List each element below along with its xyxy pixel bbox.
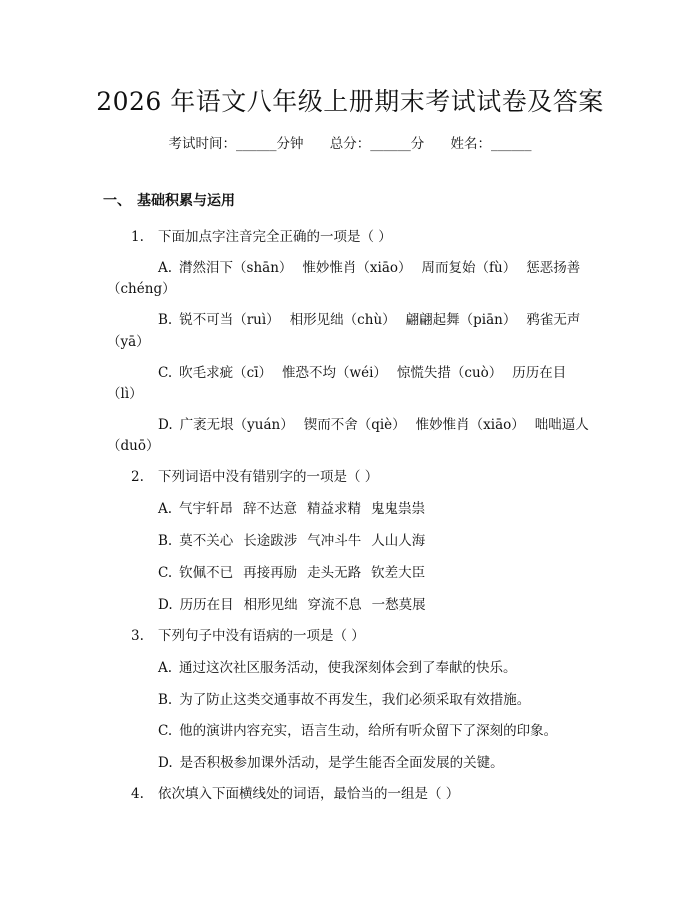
q3-option-d — [158, 751, 504, 771]
q2-option-d — [158, 593, 426, 613]
option-word: 气宇轩昂 — [179, 501, 234, 517]
option-word: 历历在目 — [512, 365, 567, 381]
q1-option-d-wrap: （duō） — [107, 438, 160, 454]
option-word: 周而复始（fù） — [421, 260, 517, 276]
q1-option-a-wrap: （chéng） — [107, 281, 176, 297]
option-word: 惩恶扬善 — [526, 260, 581, 276]
option-word: 吹毛求疵（cī） — [179, 365, 273, 381]
q1-option-b — [158, 308, 580, 328]
total-score-field: 总分：______分 — [329, 136, 425, 152]
q1-option-d — [158, 413, 589, 433]
exam-meta — [0, 132, 700, 152]
q2-option-b — [158, 529, 425, 549]
question-4 — [131, 782, 459, 802]
option-word: 鸦雀无声 — [526, 312, 581, 328]
q1-option-c — [158, 361, 566, 381]
option-word: 翩翩起舞（piān） — [405, 312, 517, 328]
option-text: 他的演讲内容充实，语言生动，给所有听众留下了深刻的印象。 — [179, 723, 558, 739]
q3-option-b — [158, 688, 530, 708]
option-letter: B. — [158, 533, 173, 549]
section-heading — [103, 190, 235, 210]
option-word: 辞不达意 — [243, 501, 298, 517]
option-word: 走头无路 — [307, 565, 362, 581]
option-letter: A. — [158, 260, 173, 276]
option-letter: C. — [158, 365, 173, 381]
question-stem: 依次填入下面横线处的词语，最恰当的一组是（ ） — [158, 786, 460, 802]
option-letter: D. — [158, 597, 173, 613]
exam-time-field: 考试时间：______分钟 — [168, 136, 304, 152]
section-title: 基础积累与运用 — [137, 193, 235, 209]
question-number: 3. — [131, 628, 144, 644]
option-word: 精益求精 — [307, 501, 362, 517]
option-word: 惟恐不均（wéi） — [282, 365, 387, 381]
q1-option-b-wrap: （yā） — [107, 334, 150, 350]
option-word: 相形见绌 — [243, 597, 298, 613]
q1-option-a — [158, 256, 580, 276]
page-title: 2026 年语文八年级上册期末考试试卷及答案 — [96, 87, 604, 116]
option-word: 潸然泪下（shān） — [179, 260, 293, 276]
option-text: 是否积极参加课外活动，是学生能否全面发展的关键。 — [179, 755, 504, 771]
question-number: 2. — [131, 469, 144, 485]
option-word: 鬼鬼祟祟 — [371, 501, 426, 517]
question-3 — [131, 624, 365, 644]
question-stem: 下列句子中没有语病的一项是（ ） — [158, 628, 365, 644]
option-word: 气冲斗牛 — [307, 533, 362, 549]
option-word: 惟妙惟肖（xiāo） — [302, 260, 412, 276]
option-letter: D. — [158, 755, 173, 771]
question-number: 4. — [131, 786, 144, 802]
option-letter: B. — [158, 312, 173, 328]
option-word: 一愁莫展 — [371, 597, 426, 613]
option-word: 广袤无垠（yuán） — [179, 417, 294, 433]
option-word: 历历在目 — [179, 597, 234, 613]
q1-option-c-wrap: （lì） — [107, 386, 143, 402]
option-letter: A. — [158, 660, 173, 676]
option-letter: C. — [158, 565, 173, 581]
option-letter: B. — [158, 692, 173, 708]
option-letter: D. — [158, 417, 173, 433]
option-word: 人山人海 — [371, 533, 426, 549]
question-stem: 下列词语中没有错别字的一项是（ ） — [158, 469, 379, 485]
option-text: 通过这次社区服务活动，使我深刻体会到了奉献的快乐。 — [179, 660, 517, 676]
q2-option-c — [158, 561, 425, 581]
option-word: 锐不可当（ruì） — [179, 312, 280, 328]
question-stem: 下面加点字注音完全正确的一项是（ ） — [158, 229, 392, 245]
option-word: 咄咄逼人 — [534, 417, 589, 433]
option-word: 莫不关心 — [179, 533, 234, 549]
question-1 — [131, 225, 392, 245]
option-word: 相形见绌（chù） — [289, 312, 396, 328]
question-2 — [131, 465, 378, 485]
section-number: 一、 — [103, 193, 131, 209]
option-word: 钦差大臣 — [371, 565, 426, 581]
q2-option-a — [158, 497, 425, 517]
q3-option-c — [158, 719, 557, 739]
q3-option-a — [158, 656, 517, 676]
question-number: 1. — [131, 229, 144, 245]
option-word: 穿流不息 — [307, 597, 362, 613]
option-word: 惊慌失措（cuò） — [396, 365, 503, 381]
option-word: 惟妙惟肖（xiāo） — [415, 417, 525, 433]
option-text: 为了防止这类交通事故不再发生，我们必须采取有效措施。 — [179, 692, 531, 708]
option-word: 钦佩不已 — [179, 565, 234, 581]
option-word: 锲而不舍（qiè） — [303, 417, 406, 433]
option-word: 再接再励 — [243, 565, 298, 581]
option-letter: A. — [158, 501, 173, 517]
option-word: 长途跋涉 — [243, 533, 298, 549]
student-name-field: 姓名：______ — [450, 136, 532, 152]
option-letter: C. — [158, 723, 173, 739]
